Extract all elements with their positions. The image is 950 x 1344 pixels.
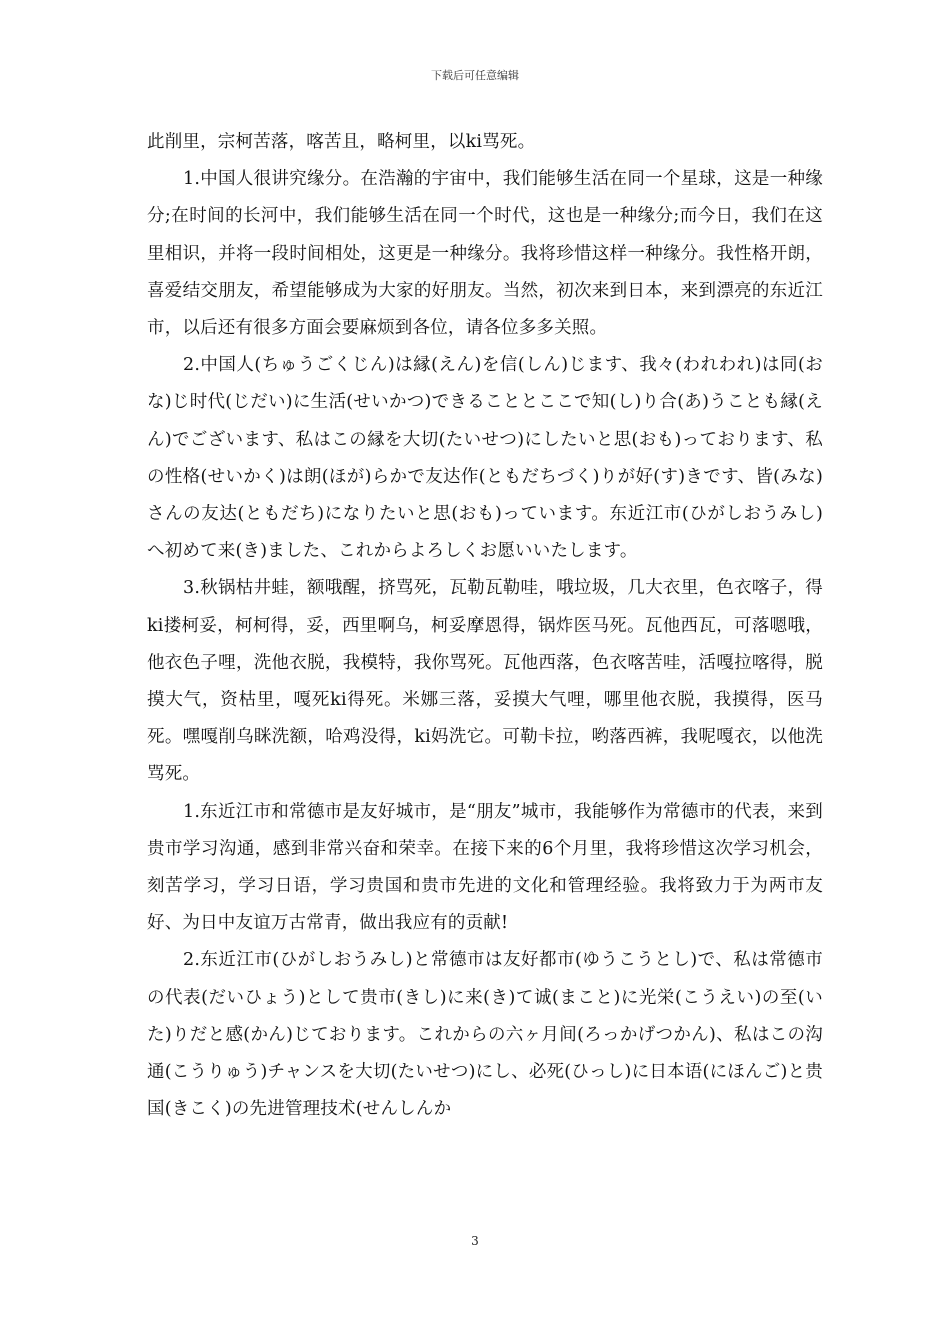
paragraph-japanese-intro: 2.中国人(ちゅうごくじん)は縁(えん)を信(しん)じます、我々(われわれ)は同(おな)じ时代(じだい)に生活(せいかつ)できることとここで知(し)り合(あ)うことも縁(えん)でございます、私はこの縁を大切(たいせつ)にしたいと思(おも)っております、私の性格(せいかく)は朗(ほが)らかで友达作(ともだちづく)りが好(す)きです、皆(みな)さんの友达(ともだち)になりたいと思(おも)っています。东近江市(ひがしおうみし)へ初めて来(き)ました、これからよろしくお愿いいたします。 [147,355,823,562]
page-header: 下载后可任意编辑 [431,69,519,82]
paragraph-japanese-friendship: 2.东近江市(ひがしおうみし)と常德市は友好都市(ゆうこうとし)で、私は常德市の代表(だいひょう)として贵市(きし)に来(き)て诚(まこと)に光栄(こうえい)の至(いた)りだと感(かん)じております。これからの六ヶ月间(ろっかげつかん)、私はこの沟通(こうりゅう)チャンスを大切(たいせつ)にし、必死(ひっし)に日本语(にほんご)と贵国(きこく)の先进管理技术(せんしんか [147,950,823,1120]
page-number: 3 [471,1234,479,1248]
paragraph-phonetic-intro: 3.秋锅枯井蛙，额哦醒，挤骂死，瓦勒瓦勒哇，哦垃圾，几大衣里，色衣喀子，得ki搂柯妥，柯柯得，妥，西里啊乌，柯妥摩恩得，锅炸医马死。瓦他西瓦，可落嗯哦，他衣色子哩，洗他衣脱，我模特，我你骂死。瓦他西落，色衣喀苦哇，活嘎拉喀得，脱摸大气，资枯里，嘎死ki得死。米娜三落，妥摸大气哩，哪里他衣脱，我摸得，医马死。嘿嘎削乌眯洗额，哈鸡没得，ki妈洗它。可勒卡拉，哟落西裤，我呢嘎衣，以他洗骂死。 [147,578,823,785]
paragraph-chinese-friendship: 1.东近江市和常德市是友好城市，是“朋友”城市，我能够作为常德市的代表，来到贵市学习沟通，感到非常兴奋和荣幸。在接下来的6个月里，我将珍惜这次学习机会，刻苦学习，学习日语，学习贵国和贵市先进的文化和管理经验。我将致力于为两市友好、为日中友谊万古常青，做出我应有的贡献! [147,801,823,934]
paragraph-chinese-intro: 1.中国人很讲究缘分。在浩瀚的宇宙中，我们能够生活在同一个星球，这是一种缘分;在时间的长河中，我们能够生活在同一个时代，这也是一种缘分;而今日，我们在这里相识，并将一段时间相处，这更是一种缘分。我将珍惜这样一种缘分。我性格开朗，喜爱结交朋友，希望能够成为大家的好朋友。当然，初次来到日本，来到漂亮的东近江市，以后还有很多方面会要麻烦到各位，请各位多多关照。 [147,169,823,339]
paragraph-continuation: 此削里，宗柯苦落，喀苦且，略柯里，以ki骂死。 [147,132,536,152]
document-body [147,124,823,1128]
